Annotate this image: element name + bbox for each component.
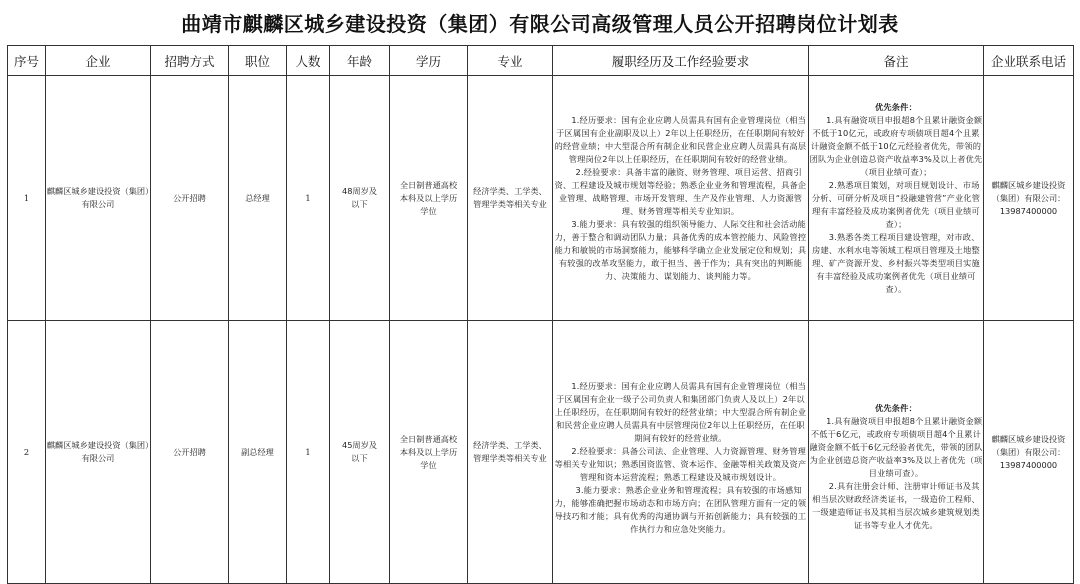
requirement-experience: 1.经历要求：国有企业应聘人员需具有国有企业管理岗位（相当于区属国有企业副职及以上）2年以上任职经历，在任职期间有较好的经营业绩；中大型混合所有制企业和民营企业应聘人员需具有高层管理岗位2年以上任职经历，在任职期间有较好的经营业绩。 [554, 114, 807, 164]
cell-age: 48周岁及以下 [330, 76, 390, 321]
header-index: 序号 [8, 46, 46, 76]
cell-position: 副总经理 [229, 321, 287, 584]
notes-heading: 优先条件： [875, 403, 917, 413]
header-education: 学历 [390, 46, 468, 76]
cell-index: 1 [8, 76, 46, 321]
header-requirements: 履职经历及工作经验要求 [553, 46, 809, 76]
header-count: 人数 [287, 46, 330, 76]
cell-method: 公开招聘 [151, 76, 229, 321]
cell-requirements [553, 321, 809, 584]
note-item: 1.具有融资项目申报超8个且累计融资金额不低于6亿元，或政府专项债项目超4个且累计融资金额不低于6亿元经验者优先，带领的团队为企业创造总资产收益率3%及以上者优先（项目业绩可查）。 [809, 416, 983, 478]
header-position: 职位 [229, 46, 287, 76]
cell-count: 1 [287, 76, 330, 321]
note-item: 2.熟悉项目策划，对项目规划设计、市场分析、可研分析及项目“投融建管营”产业化管理有丰富经验及成功案例者优先（项目业绩可查）； [811, 179, 981, 229]
requirement-ability: 3.能力要求：熟悉企业业务和管理流程；具有较强的市场感知力，能够准确把握市场动态和市场方向；在团队管理方面有一定的领导技巧和才能；具有优秀的沟通协调与开拓创新能力；具有较强的工作执行力和应急处突能力。 [554, 485, 807, 534]
recruitment-plan-table [7, 45, 1074, 584]
cell-major: 经济学类、工学类、管理学类等相关专业 [468, 76, 553, 321]
requirement-expertise: 2.经验要求：具备丰富的融资、财务管理、项目运营、招商引资、工程建设及城市规划等经验；熟悉企业业务和管理流程，具备企业管理、战略管理、市场开发管理、生产及作业管理、人力资源管理、财务管理等相关专业知识。 [554, 166, 807, 216]
note-item: 3.熟悉各类工程项目建设管理，对市政、房建、水利水电等领域工程项目管理及土地整理、矿产资源开发、乡村振兴等类型项目实施有丰富经验及成功案例者优先（项目业绩可查）。 [812, 231, 980, 294]
table-row [8, 76, 1074, 321]
cell-method: 公开招聘 [151, 321, 229, 584]
cell-education: 全日制普通高校本科及以上学历学位 [390, 76, 468, 321]
cell-company: 麒麟区城乡建设投资（集团）有限公司 [46, 76, 151, 321]
header-notes: 备注 [809, 46, 984, 76]
cell-requirements [553, 76, 809, 321]
cell-notes [809, 321, 984, 584]
cell-index: 2 [8, 321, 46, 584]
header-major: 专业 [468, 46, 553, 76]
requirement-expertise: 2.经验要求：具备公司法、企业管理、人力资源管理、财务管理等相关专业知识；熟悉国资监管、资本运作、金融等相关政策及资产管理和资本运营流程；熟悉工程建设及城市规划设计。 [554, 446, 807, 482]
note-item: 1.具有融资项目申报超8个且累计融资金额不低于10亿元，或政府专项债项目超4个且累计融资金额不低于10亿元经验者优先，带领的团队为企业创造总资产收益率3%及以上者优先（项目业绩可查）； [809, 114, 983, 177]
requirement-ability: 3.能力要求：具有较强的组织领导能力、人际交往和社会活动能力，善于整合和调动团队力量；具备优秀的成本管控能力、风险管控能力和敏锐的市场洞察能力，能够科学确立企业发展定位和规划；具有较强的改革攻坚能力，敢于担当、善于作为；具有突出的判断能力、决策能力、谋划能力、谈判能力等。 [554, 218, 807, 281]
cell-age: 45周岁及以下 [330, 321, 390, 584]
notes-heading: 优先条件： [875, 101, 917, 112]
cell-position: 总经理 [229, 76, 287, 321]
header-contact: 企业联系电话 [984, 46, 1074, 76]
cell-contact: 麒麟区城乡建设投资（集团）有限公司：13987400000 [984, 76, 1074, 321]
header-method: 招聘方式 [151, 46, 229, 76]
header-age: 年龄 [330, 46, 390, 76]
note-item: 2.具有注册会计师、注册审计师证书及其相当层次财政经济类证书，一级造价工程师、一级建造师证书及其相当层次城乡建筑规划类证书等专业人才优先。 [812, 481, 980, 530]
cell-notes [809, 76, 984, 321]
cell-major: 经济学类、工学类、管理学类等相关专业 [468, 321, 553, 584]
requirement-experience: 1.经历要求：国有企业应聘人员需具有国有企业管理岗位（相当于区属国有企业一级子公司负责人和集团部门负责人及以上）2年以上任职经历，在任职期间有较好的经营业绩；中大型混合所有制企业和民营企业应聘人员需具有中层管理岗位2年以上任职经历，在任职期间有较好的经营业绩。 [554, 381, 807, 443]
cell-count: 1 [287, 321, 330, 584]
cell-company: 麒麟区城乡建设投资（集团）有限公司 [46, 321, 151, 584]
page-title: 曲靖市麒麟区城乡建设投资（集团）有限公司高级管理人员公开招聘岗位计划表 [181, 12, 899, 36]
table-header-row [8, 46, 1074, 76]
cell-contact: 麒麟区城乡建设投资（集团）有限公司：13987400000 [984, 321, 1074, 584]
header-company: 企业 [46, 46, 151, 76]
cell-education: 全日制普通高校本科及以上学历学位 [390, 321, 468, 584]
table-row [8, 321, 1074, 584]
